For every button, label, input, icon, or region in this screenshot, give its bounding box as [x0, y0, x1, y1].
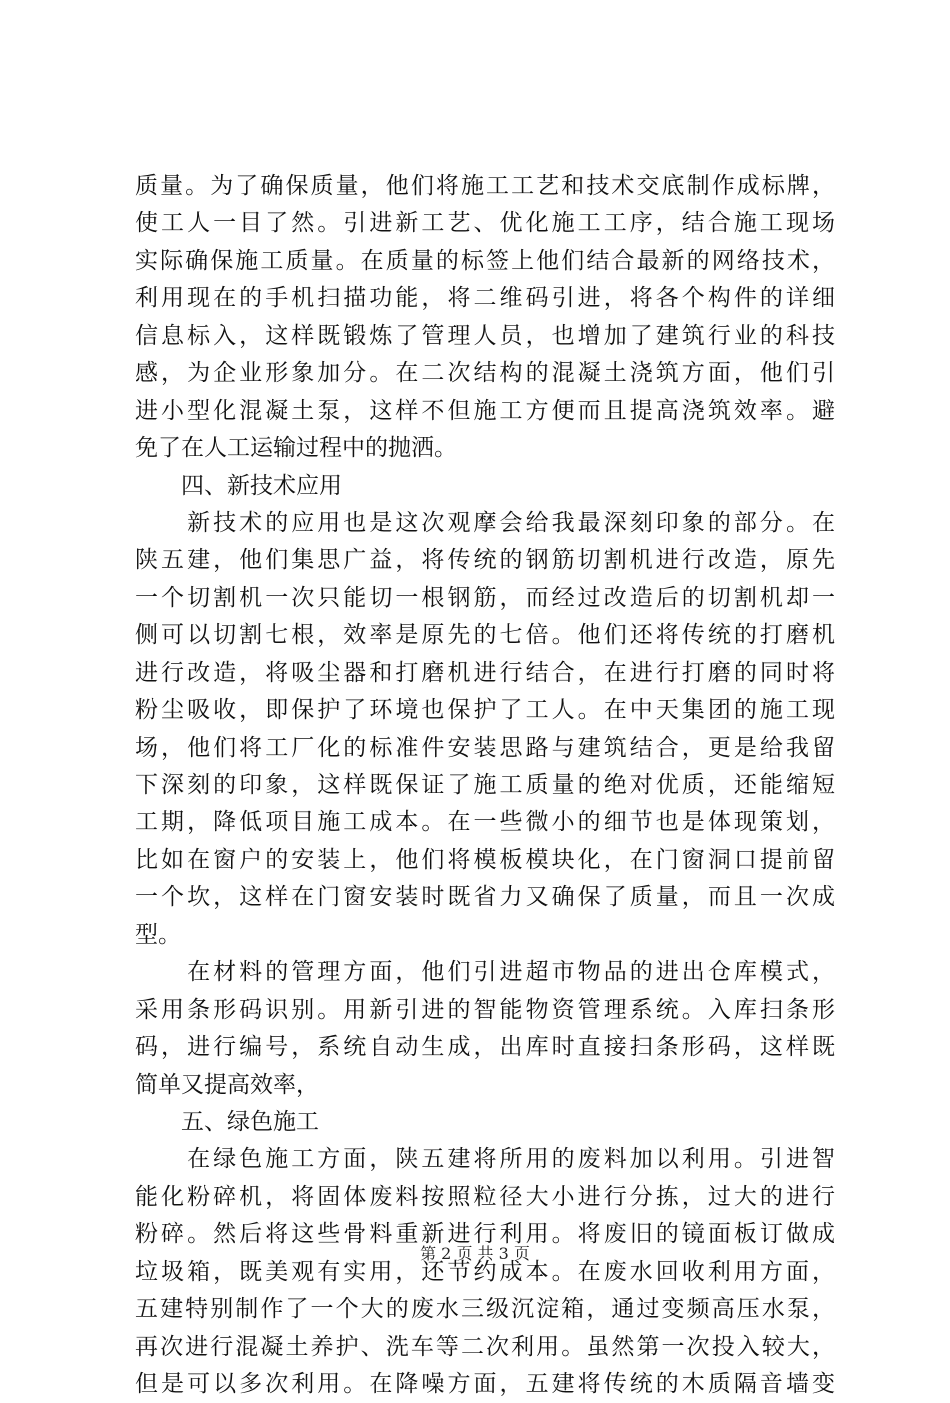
text-line: 能化粉碎机，将固体废料按照粒径大小进行分拣，过大的进行: [135, 1183, 835, 1210]
text-line: 新技术的应用也是这次观摩会给我最深刻印象的部分。在: [135, 509, 835, 536]
text-line: 再次进行混凝土养护、洗车等二次利用。虽然第一次投入较大，: [135, 1333, 835, 1360]
text-line: 垃圾箱，既美观有实用，还节约成本。在废水回收利用方面，: [135, 1258, 835, 1285]
text-line: 实际确保施工质量。在质量的标签上他们结合最新的网络技术，: [135, 247, 835, 274]
text-line: 在材料的管理方面，他们引进超市物品的进出仓库模式，: [135, 959, 835, 986]
text-line: 质量。为了确保质量，他们将施工工艺和技术交底制作成标牌，: [135, 173, 835, 199]
text-line: 陕五建，他们集思广益，将传统的钢筋切割机进行改造，原先: [135, 547, 835, 574]
text-line: 利用现在的手机扫描功能，将二维码引进，将各个构件的详细: [135, 285, 835, 312]
text-line: 下深刻的印象，这样既保证了施工质量的绝对优质，还能缩短: [135, 772, 835, 798]
text-line: 简单又提高效率，: [135, 1071, 319, 1098]
text-line: 信息标入，这样既锻炼了管理人员，也增加了建筑行业的科技: [135, 322, 835, 349]
text-line: 一个坎，这样在门窗安装时既省力又确保了质量，而且一次成: [135, 884, 835, 911]
text-line: 五、绿色施工: [135, 1108, 319, 1135]
text-line: 使工人一目了然。引进新工艺、优化施工工序，结合施工现场: [135, 210, 835, 237]
text-line: 但是可以多次利用。在降噪方面，五建将传统的木质隔音墙变: [135, 1371, 835, 1397]
text-line: 型。: [135, 921, 181, 948]
text-line: 采用条形码识别。用新引进的智能物资管理系统。入库扫条形: [135, 996, 835, 1023]
text-line: 在绿色施工方面，陕五建将所用的废料加以利用。引进智: [135, 1146, 835, 1173]
document-body: [135, 168, 835, 1403]
text-line: 四、新技术应用: [135, 472, 342, 499]
text-line: 比如在窗户的安装上，他们将模板模块化，在门窗洞口提前留: [135, 846, 835, 873]
text-line: 感，为企业形象加分。在二次结构的混凝土浇筑方面，他们引: [135, 360, 835, 387]
text-line: 五建特别制作了一个大的废水三级沉淀箱，通过变频高压水泵，: [135, 1296, 835, 1323]
text-line: 粉碎。然后将这些骨料重新进行利用。将废旧的镜面板订做成: [135, 1221, 835, 1248]
text-line: 码，进行编号，系统自动生成，出库时直接扫条形码，这样既: [135, 1034, 835, 1061]
page-footer: 第 2 页 共 3 页: [420, 1244, 530, 1263]
text-line: 工期，降低项目施工成本。在一些微小的细节也是体现策划，: [135, 809, 835, 836]
text-line: 场，他们将工厂化的标准件安装思路与建筑结合，更是给我留: [135, 734, 835, 761]
text-line: 一个切割机一次只能切一根钢筋，而经过改造后的切割机却一: [135, 584, 835, 611]
text-line: 粉尘吸收，即保护了环境也保护了工人。在中天集团的施工现: [135, 697, 835, 724]
text-line: 进行改造，将吸尘器和打磨机进行结合，在进行打磨的同时将: [135, 659, 835, 686]
text-line: 侧可以切割七根，效率是原先的七倍。他们还将传统的打磨机: [135, 622, 835, 649]
text-line: 免了在人工运输过程中的抛洒。: [135, 435, 457, 462]
text-line: 进小型化混凝土泵，这样不但施工方便而且提高浇筑效率。避: [135, 397, 835, 424]
